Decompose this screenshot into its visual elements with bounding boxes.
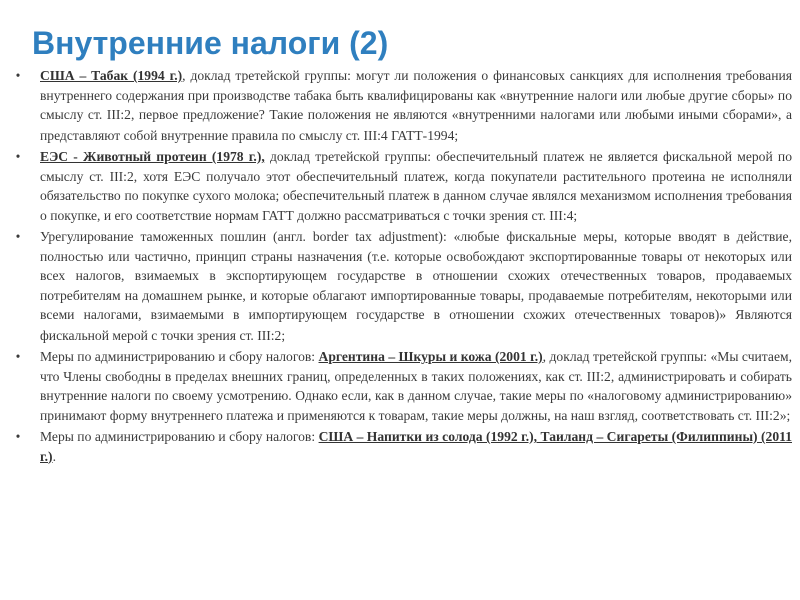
- bullet-item-border-tax: [8, 227, 792, 345]
- bullet-text-intro: Меры по администрированию и сбору налогов:: [40, 429, 319, 444]
- bullet-item-eec-protein: [8, 147, 792, 225]
- bullet-dot: •: [15, 149, 21, 164]
- bullet-text: , доклад третейской группы: «Мы считаем, что Члены свободны в пределах внешних границ, определенных в таких положениях, как ст. III:2, администрировать и собирать внутренние налоги по своему усмотрению. Однако если, как в данном случае, такие меры по «налоговому администрированию» принимают форму внутреннего платежа и применяются к товарам, такие меры должны, на наш взгляд, соответствовать ст. III:2»;: [40, 349, 792, 423]
- bullet-dot: •: [15, 229, 21, 244]
- bullet-text: доклад третейской группы: обеспечительный платеж не является фискальной мерой по смыслу ст. III:2, хотя ЕЭС получало этот обеспечительный платеж, когда покупатели растительного протеина не исполняли обязательство по покупке сухого молока; обеспечительный платеж в данном случае являлся механизмом исполнения требования о покупке, и его соответствие нормам ГАТТ должно рассматриваться с точки зрения ст. III:4;: [40, 149, 793, 223]
- bullet-dot: •: [15, 68, 21, 83]
- bullet-dot: •: [15, 429, 21, 444]
- bullet-item-malt-beverages: [8, 427, 792, 466]
- bullet-dot: •: [15, 349, 21, 364]
- case-reference-eec-protein[interactable]: ЕЭС - Животный протеин (1978 г.),: [40, 149, 265, 164]
- bullet-text: , доклад третейской группы: могут ли положения о финансовых санкциях для исполнения требования внутреннего содержания при производстве табака быть квалифицированы как «внутренние налоги или любые другие сборы» по смыслу ст. III:2, первое предложение?: [40, 68, 793, 122]
- case-reference-argentina-hides[interactable]: Аргентина – Шкуры и кожа (2001 г.): [318, 349, 543, 364]
- case-reference-us-tobacco[interactable]: США – Табак (1994 г.): [40, 68, 183, 83]
- case-reference-malt-beverages[interactable]: США – Напитки из солода (1992 г.), Таиланд – Сигареты (Филиппины) (2011 г.): [40, 429, 792, 464]
- bullet-item-us-tobacco: [8, 66, 792, 145]
- bullet-text-intro: Меры по администрированию и сбору налогов:: [40, 349, 319, 364]
- bullet-text-conclusion: Являются фискальной мерой с точки зрения ст. III:2;: [40, 307, 792, 343]
- bullet-text: Урегулирование таможенных пошлин (англ. border tax adjustment): «любые фискальные меры, которые вводят в действие, полностью или частично, принцип страны назначения (т.е. которые освобождают экспортированные товары от некоторых или всех налогов, взимаемых в экспортирующем государстве в отношении схожих отечественных товаров, продаваемых потребителям на домашнем рынке, и которые облагают импортированные товары, продаваемые потребителям, некоторыми или всеми налогами, взимаемыми в импортирующем государстве в отношении схожих отечественных товаров)»: [40, 229, 792, 322]
- bullet-item-argentina-hides: [8, 347, 792, 425]
- bullet-text: .: [52, 448, 56, 464]
- slide-title: Внутренние налоги (2): [32, 25, 389, 61]
- bullet-list: [8, 66, 792, 468]
- bullet-text-conclusion: Такие положения не являются «внутренними налогами или любыми иными сборами», а представляют собой внутренние правила по смыслу ст. III:4 ГАТТ-1994;: [40, 107, 793, 143]
